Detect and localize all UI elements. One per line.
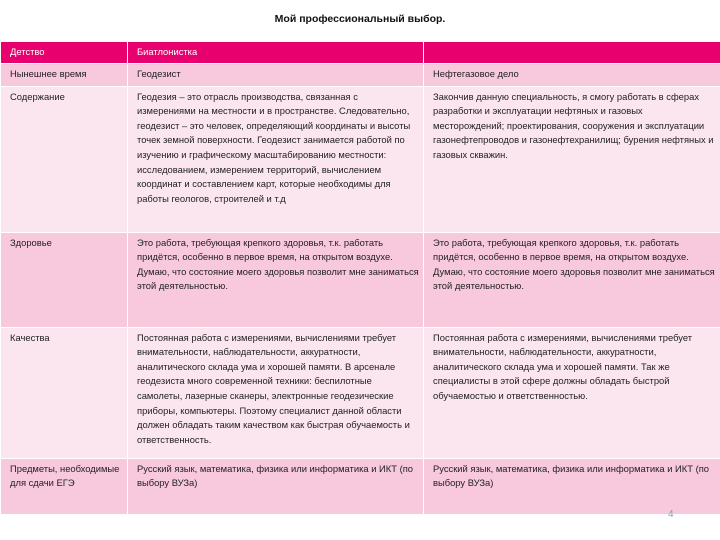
row-label-content: Содержание xyxy=(1,86,128,232)
cell-present-geodesist: Геодезист xyxy=(128,63,424,86)
header-cell-empty xyxy=(424,42,720,64)
cell-qualities-oil-gas: Постоянная работа с измерениями, вычислениями требует внимательности, наблюдательности, аккуратности, аналитического склада ума и хорошей памяти. Так же специалисты в этой сфере должны обладать быстрой обучаемостью и ответственностью. xyxy=(424,327,720,458)
cell-health-oil-gas: Это работа, требующая крепкого здоровья, т.к. работать придётся, особенно в первое время, на открытом воздухе. Думаю, что состояние моего здоровья позволит мне заниматься этой деятельностью. xyxy=(424,232,720,327)
header-cell-childhood: Детство xyxy=(1,42,128,64)
cell-health-geodesist: Это работа, требующая крепкого здоровья, т.к. работать придётся, особенно в первое время, на открытом воздухе. Думаю, что состояние моего здоровья позволит мне заниматься этой деятельностью. xyxy=(128,232,424,327)
slide-title: Мой профессиональный выбор. xyxy=(274,13,446,25)
row-label-exam-subjects: Предметы, необходимые для сдачи ЕГЭ xyxy=(1,458,128,514)
table-row-content xyxy=(1,86,720,232)
row-label-health: Здоровье xyxy=(1,232,128,327)
cell-qualities-geodesist: Постоянная работа с измерениями, вычислениями требует внимательности, наблюдательности, аккуратности, аналитического склада ума и хорошей памяти. В арсенале геодезиста много современной техники: беспилотные самолеты, лазерные сканеры, электронные геодезические приборы, компьютеры. Поэтому специалист данной области должен обладать таким качеством как быстрая обучаемость и ответственность. xyxy=(128,327,424,458)
cell-content-geodesist: Геодезия – это отрасль производства, связанная с измерениями на местности и в пространстве. Следовательно, геодезист – это человек, определяющий координаты и высоты точек земной поверхности. Геодезист занимается работой по изучению и графическому масштабированию местности: исследованием, измерением территорий, вычислением координат и составлением карт, которые необходимы для работы геологов, строителей и т.д xyxy=(128,86,424,232)
row-label-present: Нынешнее время xyxy=(1,63,128,86)
table-row-qualities xyxy=(1,327,720,458)
cell-content-oil-gas: Закончив данную специальность, я смогу работать в сферах разработки и эксплуатации нефтяных и газовых месторождений; проектирования, сооружения и эксплуатации газонефтепроводов и газонефтехранилищ; бурения нефтяных и газовых скважин. xyxy=(424,86,720,232)
cell-subjects-geodesist: Русский язык, математика, физика или информатика и ИКТ (по выбору ВУЗа) xyxy=(128,458,424,514)
table-row-health xyxy=(1,232,720,327)
page-number: 4 xyxy=(668,509,674,520)
career-comparison-table xyxy=(0,41,720,515)
table-header-row xyxy=(1,42,720,64)
table-row-exam-subjects xyxy=(1,458,720,514)
row-label-qualities: Качества xyxy=(1,327,128,458)
header-cell-biathlete: Биатлонистка xyxy=(128,42,424,64)
table-row-present xyxy=(1,63,720,86)
cell-present-oil-gas: Нефтегазовое дело xyxy=(424,63,720,86)
cell-subjects-oil-gas: Русский язык, математика, физика или информатика и ИКТ (по выбору ВУЗа) xyxy=(424,458,720,514)
